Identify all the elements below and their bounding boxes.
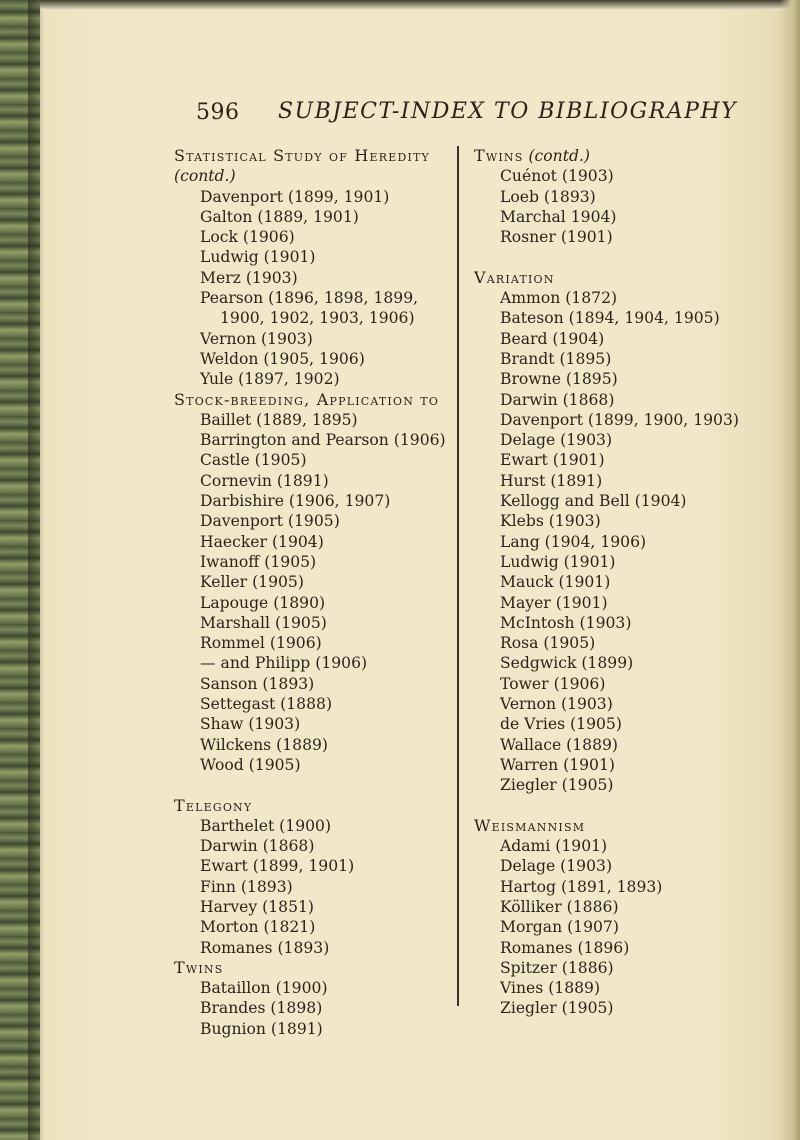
index-entry: Baillet (1889, 1895) [200, 410, 358, 429]
index-entry: de Vries (1905) [500, 715, 622, 734]
index-entry: Rommel (1906) [200, 634, 322, 653]
index-entry: Brandt (1895) [500, 349, 612, 368]
index-entry: Ewart (1901) [500, 451, 605, 470]
right-column [474, 146, 764, 1019]
index-entry: Mauck (1901) [500, 573, 611, 592]
index-entry: — and Philipp (1906) [200, 654, 368, 673]
index-entry: Hurst (1891) [500, 471, 603, 490]
index-entry: Browne (1895) [500, 370, 618, 389]
page-edge [780, 0, 800, 1140]
index-entry: Darwin (1868) [200, 837, 315, 856]
index-entry: Lock (1906) [200, 228, 295, 247]
index-entry: Wallace (1889) [500, 735, 619, 754]
index-entry: Beard (1904) [500, 329, 605, 348]
index-entry: Adami (1901) [500, 837, 608, 856]
entry-list-weismannism [474, 836, 764, 1019]
index-entry: Ludwig (1901) [500, 552, 616, 571]
page-header [196, 96, 756, 130]
index-entry: Darwin (1868) [500, 390, 615, 409]
entry-list-twins-contd [474, 166, 764, 247]
index-entry: Finn (1893) [200, 877, 293, 896]
running-title: SUBJECT-INDEX TO BIBLIOGRAPHY [278, 99, 738, 124]
index-entry: Kellogg and Bell (1904) [500, 492, 687, 511]
index-entry: Wood (1905) [200, 755, 301, 774]
left-column [174, 146, 464, 1039]
index-entry: Delage (1903) [500, 857, 613, 876]
index-entry: Ludwig (1901) [200, 248, 316, 267]
index-entry: Vernon (1903) [200, 329, 313, 348]
section-heading-telegony: Telegony [174, 795, 253, 815]
index-entry: Delage (1903) [500, 431, 613, 450]
index-entry: Klebs (1903) [500, 512, 601, 531]
section-heading-twins-contd: Twins [474, 146, 524, 165]
index-entry: Davenport (1899, 1900, 1903) [500, 410, 739, 429]
gutter-shadow [28, 0, 44, 1140]
index-entry: Bataillon (1900) [200, 979, 328, 998]
index-entry: Ziegler (1905) [500, 999, 614, 1018]
index-entry: Warren (1901) [500, 755, 615, 774]
index-entry: McIntosh (1903) [500, 613, 632, 632]
index-entry: Marchal 1904) [500, 207, 617, 226]
index-entry: Sanson (1893) [200, 674, 315, 693]
index-entry: Harvey (1851) [200, 897, 315, 916]
contd-label: (contd.) [528, 147, 590, 165]
index-entry: Merz (1903) [200, 268, 298, 287]
index-entry: Morton (1821) [200, 918, 316, 937]
index-entry: Keller (1905) [200, 573, 304, 592]
index-entry: Davenport (1905) [200, 512, 340, 531]
section-heading-stock-breeding: Stock-breeding, Application to [174, 389, 440, 409]
index-entry: Ammon (1872) [500, 289, 618, 308]
entry-list-variation [474, 288, 764, 795]
index-entry: Darbishire (1906, 1907) [200, 492, 391, 511]
index-entry: Weldon (1905, 1906) [200, 349, 365, 368]
index-entry: Tower (1906) [500, 674, 606, 693]
index-entry: Castle (1905) [200, 451, 307, 470]
section-heading-statistical: Statistical Study of Heredity [174, 146, 431, 165]
column-divider [457, 146, 459, 1006]
index-entry: Loeb (1893) [500, 187, 596, 206]
index-entry: Wilckens (1889) [200, 735, 328, 754]
index-entry: Mayer (1901) [500, 593, 608, 612]
index-entry: Barrington and Pearson (1906) [200, 431, 446, 450]
section-heading-weismannism: Weismannism [474, 815, 586, 835]
index-entry: Haecker (1904) [200, 532, 324, 551]
section-heading-twins: Twins [174, 957, 224, 977]
index-entry: Galton (1889, 1901) [200, 207, 359, 226]
entry-list-telegony [174, 816, 464, 958]
index-entry: Romanes (1893) [200, 938, 330, 957]
index-entry: Bugnion (1891) [200, 1019, 323, 1038]
index-entry: Pearson (1896, 1898, 1899, [200, 289, 419, 308]
section-heading-variation: Variation [474, 267, 555, 287]
index-entry: Rosner (1901) [500, 228, 613, 247]
index-entry: Marshall (1905) [200, 613, 327, 632]
index-entry: Barthelet (1900) [200, 816, 332, 835]
index-entry: Lapouge (1890) [200, 593, 326, 612]
index-entry: Ziegler (1905) [500, 776, 614, 795]
index-entry: Brandes (1898) [200, 999, 323, 1018]
index-entry: 1900, 1902, 1903, 1906) [220, 309, 415, 328]
index-entry: Cuénot (1903) [500, 167, 614, 186]
index-entry: Sedgwick (1899) [500, 654, 634, 673]
index-entry: Ewart (1899, 1901) [200, 857, 355, 876]
index-entry: Bateson (1894, 1904, 1905) [500, 309, 720, 328]
entry-list-stock-breeding [174, 410, 464, 775]
index-entry: Yule (1897, 1902) [200, 370, 340, 389]
index-entry: Lang (1904, 1906) [500, 532, 647, 551]
top-edge-shadow [40, 0, 800, 10]
index-entry: Rosa (1905) [500, 634, 596, 653]
index-entry: Romanes (1896) [500, 938, 630, 957]
index-entry: Kölliker (1886) [500, 897, 619, 916]
index-entry: Morgan (1907) [500, 918, 619, 937]
index-entry: Cornevin (1891) [200, 471, 329, 490]
entry-list-statistical [174, 187, 464, 390]
page-number: 596 [196, 100, 240, 125]
index-entry: Spitzer (1886) [500, 958, 614, 977]
contd-label: (contd.) [174, 167, 236, 186]
index-entry: Vernon (1903) [500, 695, 613, 714]
index-entry: Davenport (1899, 1901) [200, 187, 390, 206]
entry-list-twins [174, 978, 464, 1039]
index-entry: Settegast (1888) [200, 695, 333, 714]
index-entry: Vines (1889) [500, 979, 601, 998]
index-entry: Hartog (1891, 1893) [500, 877, 663, 896]
index-entry: Iwanoff (1905) [200, 552, 317, 571]
index-entry: Shaw (1903) [200, 715, 301, 734]
